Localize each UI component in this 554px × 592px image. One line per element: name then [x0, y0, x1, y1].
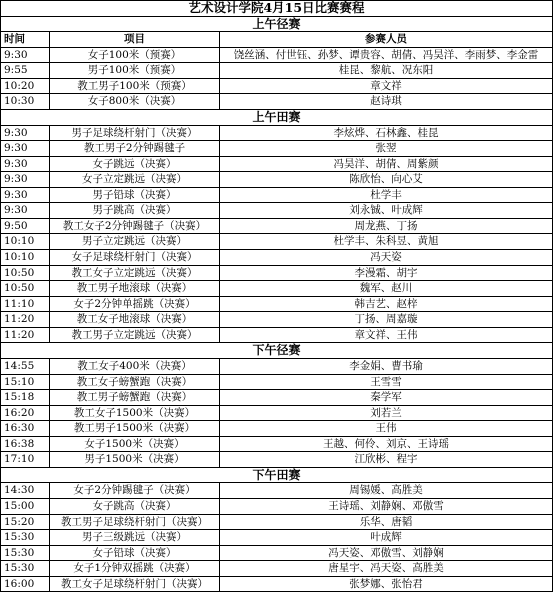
- people-cell: 刘永铖、叶成辉: [220, 203, 553, 218]
- table-row: [1, 375, 553, 391]
- table-row: [1, 312, 553, 328]
- people-cell: 杜学丰、朱科昱、黄旭: [220, 234, 553, 249]
- people-cell: 魏军、赵川: [220, 281, 553, 296]
- page-title: 艺术设计学院4月15日比赛赛程: [1, 1, 553, 16]
- event-cell: 女子1500米（决赛）: [50, 437, 220, 452]
- time-cell: 9:30: [1, 203, 50, 218]
- event-cell: 教工男子足球绕杆射门（决赛）: [50, 515, 220, 530]
- people-cell: 冯天姿、邓傲雪、刘静娴: [220, 546, 553, 561]
- table-row: [1, 63, 553, 79]
- time-cell: 14:30: [1, 483, 50, 498]
- event-cell: 教工女子足球绕杆射门（决赛）: [50, 577, 220, 592]
- header-time: 时间: [1, 32, 50, 47]
- table-row: [1, 79, 553, 95]
- time-cell: 15:20: [1, 515, 50, 530]
- time-cell: 9:30: [1, 157, 50, 172]
- people-cell: 王伟: [220, 421, 553, 436]
- time-cell: 16:00: [1, 577, 50, 592]
- time-cell: 10:20: [1, 79, 50, 94]
- table-row: [1, 530, 553, 546]
- time-cell: 15:30: [1, 546, 50, 561]
- table-row: [1, 250, 553, 266]
- event-cell: 教工男子地滚球（决赛）: [50, 281, 220, 296]
- section-title: 上午径赛: [1, 17, 553, 32]
- event-cell: 男子跳高（决赛）: [50, 203, 220, 218]
- time-cell: 9:30: [1, 188, 50, 203]
- section-row: [1, 468, 553, 484]
- people-cell: 王雪雪: [220, 375, 553, 390]
- event-cell: 女子2分钟单摇跳（决赛）: [50, 297, 220, 312]
- event-cell: 教工男子2分钟踢毽子: [50, 141, 220, 156]
- event-cell: 女子立定跳远（决赛）: [50, 172, 220, 187]
- people-cell: 李炫烨、石林鑫、桂昆: [220, 126, 553, 141]
- event-cell: 教工女子地滚球（决赛）: [50, 312, 220, 327]
- event-cell: 教工男子100米（预赛）: [50, 79, 220, 94]
- event-cell: 教工女子螃蟹跑（决赛）: [50, 375, 220, 390]
- people-cell: 刘若兰: [220, 406, 553, 421]
- event-cell: 男子铅球（决赛）: [50, 188, 220, 203]
- event-cell: 教工男子立定跳远（决赛）: [50, 328, 220, 343]
- people-cell: 张梦娜、张怡君: [220, 577, 553, 592]
- people-cell: 李漫霜、胡宇: [220, 266, 553, 281]
- title-row: [1, 1, 553, 17]
- people-cell: 冯昊洋、胡倩、周紫颜: [220, 157, 553, 172]
- time-cell: 9:55: [1, 63, 50, 78]
- people-cell: 李金娟、曹书瑜: [220, 359, 553, 374]
- time-cell: 16:30: [1, 421, 50, 436]
- time-cell: 15:10: [1, 375, 50, 390]
- event-cell: 女子1分钟双摇跳（决赛）: [50, 561, 220, 576]
- time-cell: 9:50: [1, 219, 50, 234]
- people-cell: 陈欣怡、向心艾: [220, 172, 553, 187]
- header-row: [1, 32, 553, 48]
- time-cell: 10:10: [1, 234, 50, 249]
- table-row: [1, 219, 553, 235]
- people-cell: 叶成辉: [220, 530, 553, 545]
- event-cell: 女子足球绕杆射门（决赛）: [50, 250, 220, 265]
- time-cell: 15:30: [1, 561, 50, 576]
- time-cell: 17:10: [1, 452, 50, 467]
- people-cell: 冯天姿: [220, 250, 553, 265]
- table-row: [1, 266, 553, 282]
- people-cell: 王诗瑶、刘静娴、邓傲雪: [220, 499, 553, 514]
- time-cell: 16:38: [1, 437, 50, 452]
- event-cell: 男子1500米（决赛）: [50, 452, 220, 467]
- event-cell: 女子800米（决赛）: [50, 94, 220, 109]
- time-cell: 10:50: [1, 281, 50, 296]
- people-cell: 周锡媛、高胜美: [220, 483, 553, 498]
- people-cell: 韩吉艺、赵梓: [220, 297, 553, 312]
- table-row: [1, 234, 553, 250]
- time-cell: 11:10: [1, 297, 50, 312]
- people-cell: 章文祥: [220, 79, 553, 94]
- table-row: [1, 359, 553, 375]
- table-row: [1, 141, 553, 157]
- time-cell: 10:50: [1, 266, 50, 281]
- table-row: [1, 577, 553, 592]
- table-row: [1, 483, 553, 499]
- people-cell: 饶丝涵、付世钰、孙梦、谭贵容、胡倩、冯昊洋、李雨梦、李金雷: [220, 48, 553, 63]
- event-cell: 教工男子螃蟹跑（决赛）: [50, 390, 220, 405]
- table-row: [1, 328, 553, 344]
- table-row: [1, 48, 553, 64]
- people-cell: 乐华、唐韬: [220, 515, 553, 530]
- time-cell: 9:30: [1, 141, 50, 156]
- people-cell: 唐星宇、冯天姿、高胜美: [220, 561, 553, 576]
- time-cell: 11:20: [1, 328, 50, 343]
- section-title: 下午径赛: [1, 343, 553, 358]
- table-row: [1, 499, 553, 515]
- time-cell: 9:30: [1, 172, 50, 187]
- section-row: [1, 110, 553, 126]
- event-cell: 女子100米（预赛）: [50, 48, 220, 63]
- event-cell: 女子2分钟踢毽子（决赛）: [50, 483, 220, 498]
- people-cell: 桂昆、黎航、况东阳: [220, 63, 553, 78]
- header-event: 项目: [50, 32, 220, 47]
- time-cell: 15:18: [1, 390, 50, 405]
- table-row: [1, 297, 553, 313]
- event-cell: 男子100米（预赛）: [50, 63, 220, 78]
- table-row: [1, 561, 553, 577]
- event-cell: 女子铅球（决赛）: [50, 546, 220, 561]
- event-cell: 教工女子400米（决赛）: [50, 359, 220, 374]
- table-row: [1, 546, 553, 562]
- table-row: [1, 390, 553, 406]
- event-cell: 教工女子2分钟踢毽子（决赛）: [50, 219, 220, 234]
- table-row: [1, 515, 553, 531]
- people-cell: 丁扬、周嘉璇: [220, 312, 553, 327]
- header-people: 参赛人员: [220, 32, 553, 47]
- people-cell: 周龙燕、丁扬: [220, 219, 553, 234]
- table-row: [1, 94, 553, 110]
- time-cell: 9:30: [1, 48, 50, 63]
- event-cell: 女子跳高（决赛）: [50, 499, 220, 514]
- table-row: [1, 406, 553, 422]
- section-title: 上午田赛: [1, 110, 553, 125]
- event-cell: 教工男子1500米（决赛）: [50, 421, 220, 436]
- table-row: [1, 203, 553, 219]
- event-cell: 男子立定跳远（决赛）: [50, 234, 220, 249]
- people-cell: 王越、何伶、刘京、王诗瑶: [220, 437, 553, 452]
- people-cell: 杜学丰: [220, 188, 553, 203]
- event-cell: 教工女子1500米（决赛）: [50, 406, 220, 421]
- time-cell: 10:10: [1, 250, 50, 265]
- time-cell: 11:20: [1, 312, 50, 327]
- people-cell: 章文祥、王伟: [220, 328, 553, 343]
- people-cell: 秦学军: [220, 390, 553, 405]
- table-row: [1, 126, 553, 142]
- section-row: [1, 17, 553, 33]
- time-cell: 15:30: [1, 530, 50, 545]
- section-row: [1, 343, 553, 359]
- time-cell: 16:20: [1, 406, 50, 421]
- table-row: [1, 188, 553, 204]
- table-row: [1, 172, 553, 188]
- time-cell: 10:30: [1, 94, 50, 109]
- event-cell: 男子三级跳远（决赛）: [50, 530, 220, 545]
- table-row: [1, 452, 553, 468]
- time-cell: 14:55: [1, 359, 50, 374]
- table-row: [1, 437, 553, 453]
- event-cell: 男子足球绕杆射门（决赛）: [50, 126, 220, 141]
- time-cell: 15:00: [1, 499, 50, 514]
- time-cell: 9:30: [1, 126, 50, 141]
- table-row: [1, 421, 553, 437]
- people-cell: 江欣彬、程宇: [220, 452, 553, 467]
- section-title: 下午田赛: [1, 468, 553, 483]
- table-row: [1, 281, 553, 297]
- table-row: [1, 157, 553, 173]
- event-cell: 女子跳远（决赛）: [50, 157, 220, 172]
- event-cell: 教工女子立定跳远（决赛）: [50, 266, 220, 281]
- people-cell: 赵诗琪: [220, 94, 553, 109]
- people-cell: 张翌: [220, 141, 553, 156]
